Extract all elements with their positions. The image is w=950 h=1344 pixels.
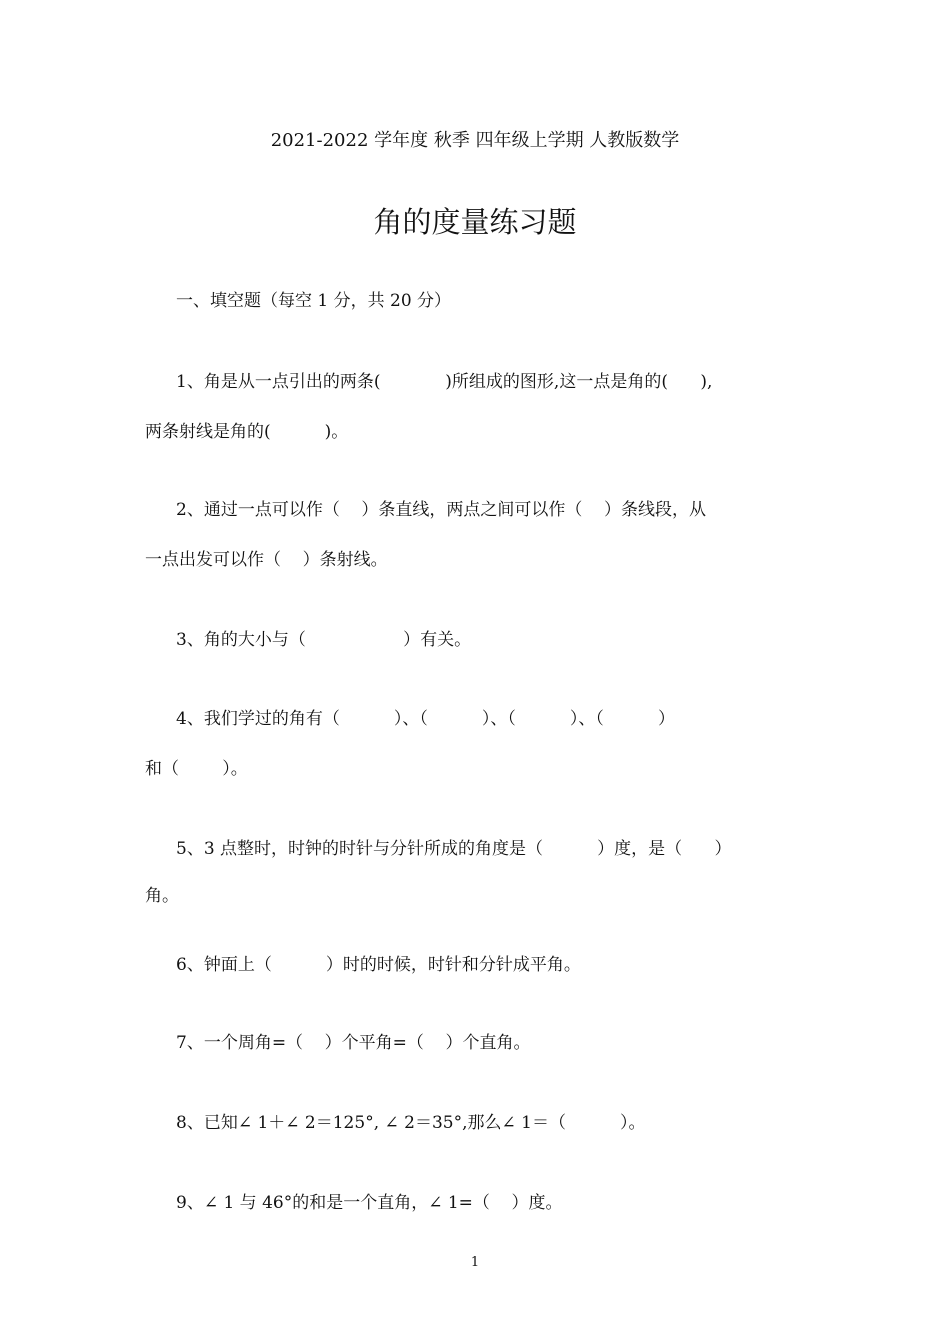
question-2-line-1: 2、通过一点可以作（ ）条直线，两点之间可以作（ ）条线段，从 bbox=[176, 500, 707, 520]
section-heading: 一、填空题（每空 1 分，共 20 分） bbox=[176, 291, 452, 311]
page-number: 1 bbox=[470, 1255, 480, 1270]
question-8: 8、已知∠ 1＋∠ 2＝125°, ∠ 2＝35°,那么∠ 1＝（ ）。 bbox=[176, 1113, 646, 1133]
question-7: 7、一个周角=（ ）个平角=（ ）个直角。 bbox=[176, 1033, 531, 1053]
page-title: 角的度量练习题 bbox=[373, 205, 577, 239]
page-header: 2021-2022 学年度 秋季 四年级上学期 人教版数学 bbox=[270, 130, 680, 151]
question-5-line-2: 角。 bbox=[145, 886, 179, 906]
question-3: 3、角的大小与（ ）有关。 bbox=[176, 630, 472, 650]
question-5-line-1: 5、3 点整时，时钟的时针与分针所成的角度是（ ）度，是（ ） bbox=[176, 839, 732, 859]
question-6: 6、钟面上（ ）时的时候，时针和分针成平角。 bbox=[176, 955, 581, 975]
question-1-line-2: 两条射线是角的( )。 bbox=[145, 422, 349, 442]
question-9: 9、∠ 1 与 46°的和是一个直角，∠ 1=（ ）度。 bbox=[176, 1193, 563, 1213]
question-4-line-1: 4、我们学过的角有（ ）、（ ）、（ ）、（ ） bbox=[176, 709, 675, 729]
question-4-line-2: 和（ ）。 bbox=[145, 759, 248, 779]
question-2-line-2: 一点出发可以作（ ）条射线。 bbox=[145, 550, 388, 570]
question-1-line-1: 1、角是从一点引出的两条( )所组成的图形,这一点是角的( ), bbox=[176, 372, 713, 392]
